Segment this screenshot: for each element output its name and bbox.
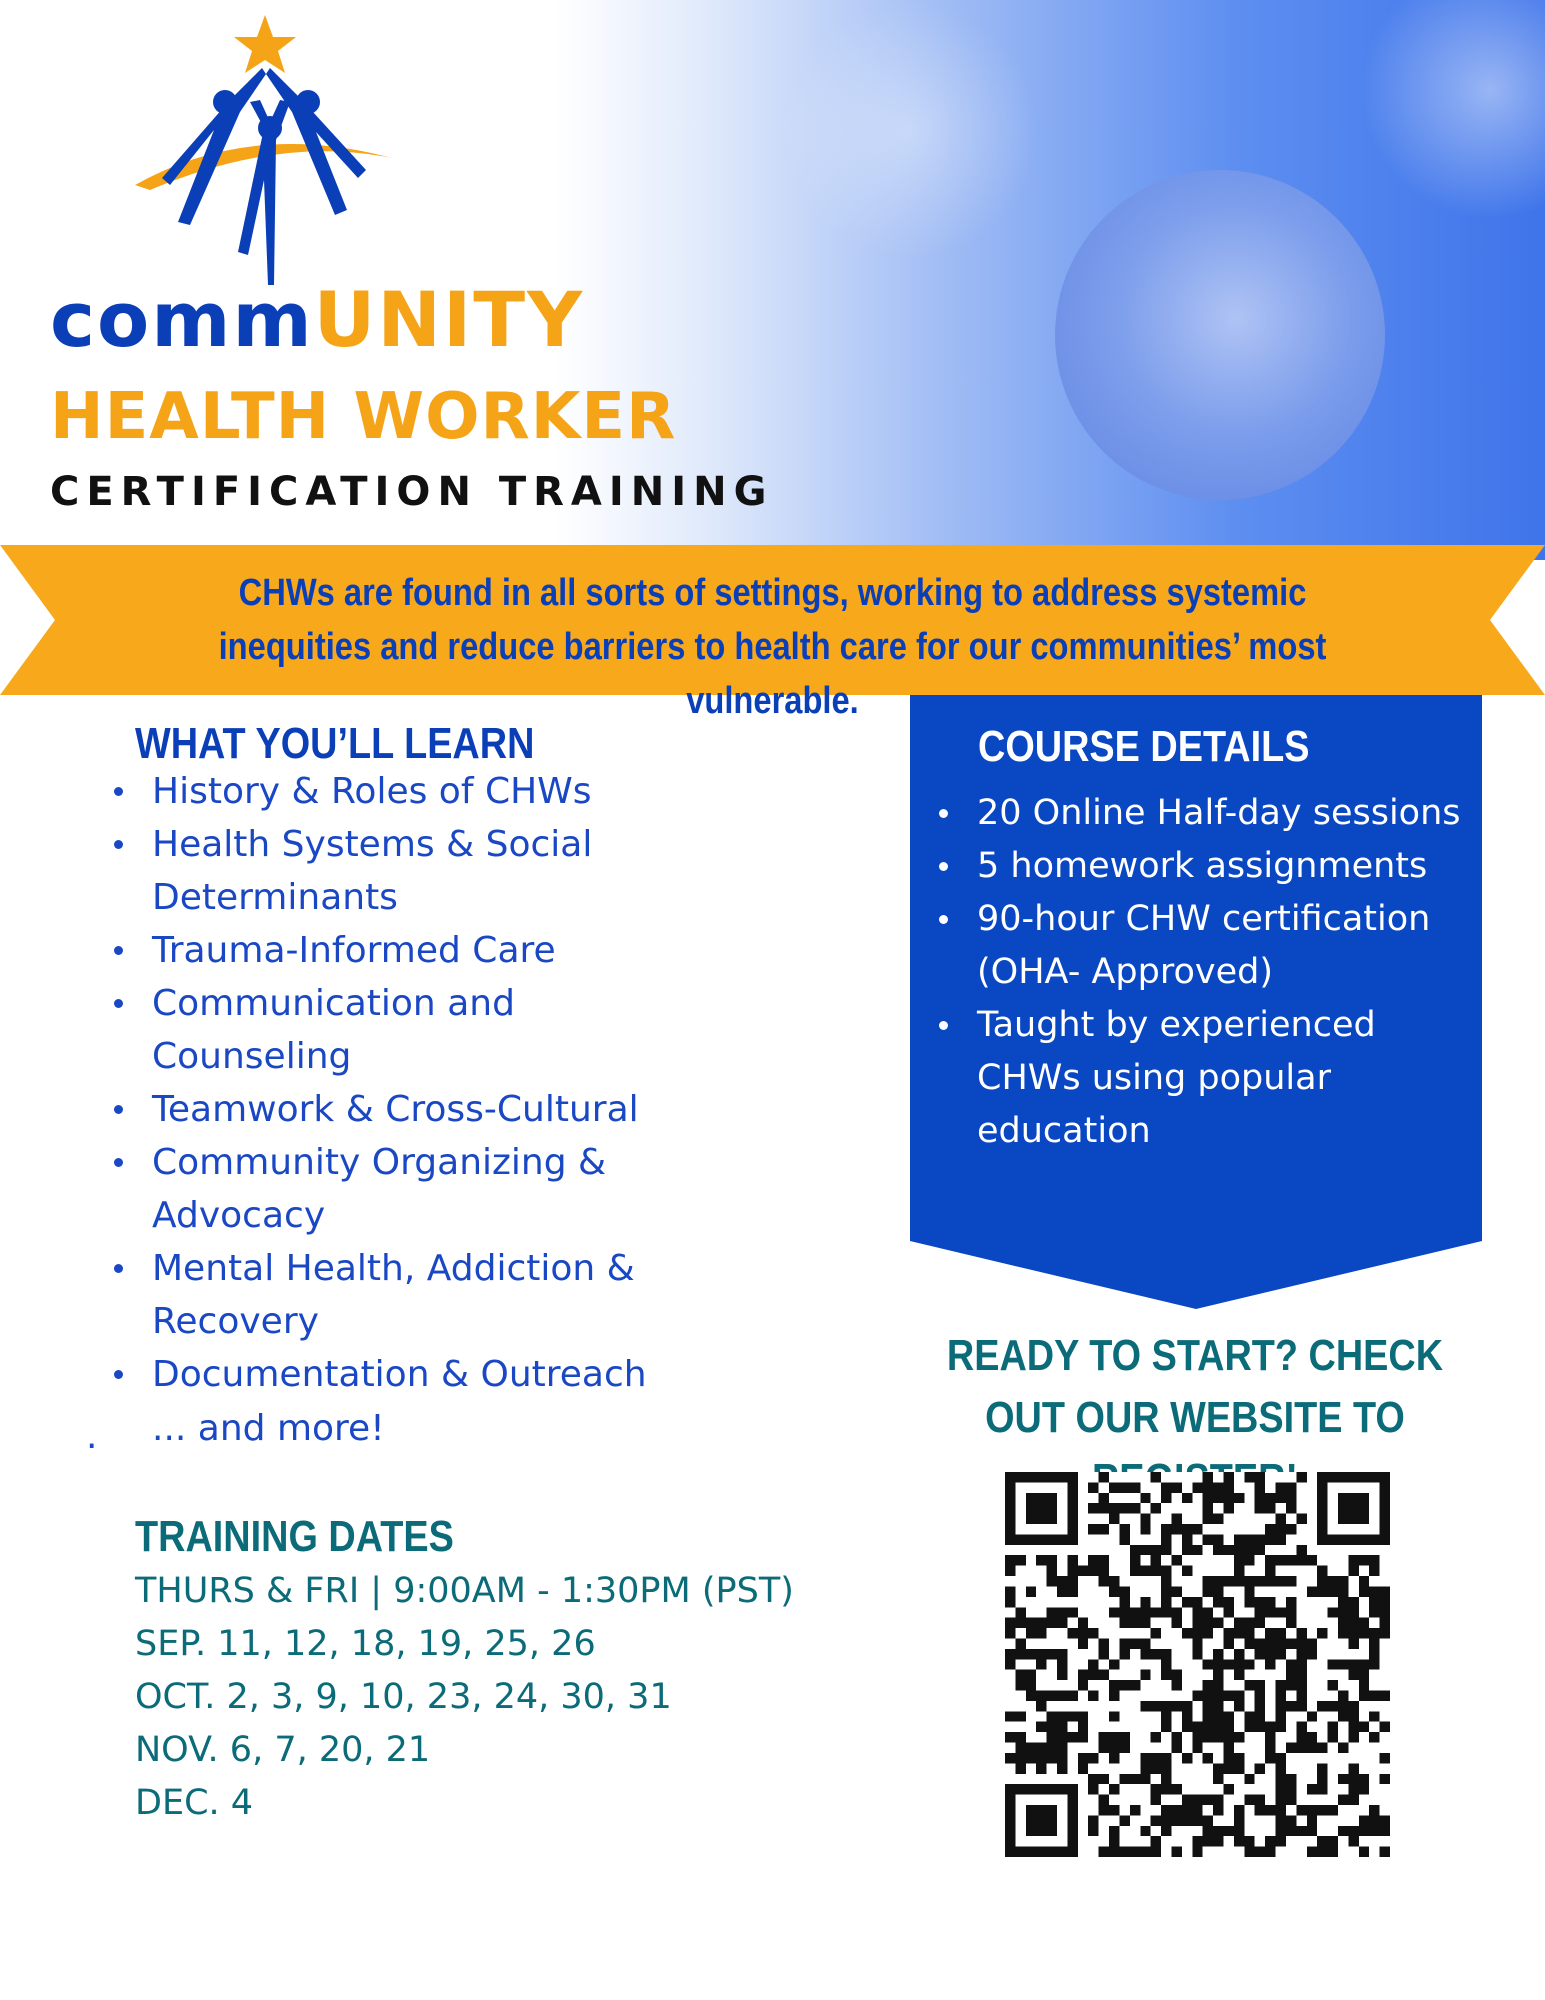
list-item: Community Organizing & Advocacy: [110, 1136, 670, 1242]
dates-sep: SEP. 11, 12, 18, 19, 25, 26: [135, 1624, 596, 1664]
list-item: 20 Online Half-day sessions: [935, 787, 1465, 840]
course-details-list: [935, 787, 1465, 1158]
title-health-worker: HEALTH WORKER: [50, 380, 677, 454]
list-item: Documentation & Outreach: [110, 1348, 670, 1401]
hero-photo-highlight: [780, 0, 1040, 260]
hero-photo-circle: [1055, 170, 1385, 500]
training-dates-heading: TRAINING DATES: [135, 1512, 454, 1561]
course-details-heading: COURSE DETAILS: [978, 722, 1310, 771]
ribbon-tagline: CHWs are found in all sorts of settings, working to address systemic inequities and reduce barriers to health care for our communities’ most vulnerable.: [218, 572, 1327, 722]
register-call-to-action: READY TO START? CHECK OUT OUR WEBSITE TO: [946, 1331, 1444, 1442]
more-bullet: .: [86, 1416, 98, 1457]
schedule-line: THURS & FRI | 9:00AM - 1:30PM (PST): [135, 1571, 794, 1611]
and-more-text: ... and more!: [152, 1408, 385, 1449]
training-dates-list: [135, 1565, 835, 1830]
title-part-comm: comm: [50, 275, 314, 364]
learn-list: [110, 765, 670, 1401]
list-item: Trauma-Informed Care: [110, 924, 670, 977]
community-logo-icon: [130, 10, 400, 285]
list-item: History & Roles of CHWs: [110, 765, 670, 818]
qr-code-icon[interactable]: [1005, 1472, 1390, 1857]
list-item: 90-hour CHW certification (OHA- Approved): [935, 893, 1465, 999]
dates-nov: NOV. 6, 7, 20, 21: [135, 1730, 431, 1770]
list-item: Mental Health, Addiction & Recovery: [110, 1242, 670, 1348]
learn-heading: WHAT YOU’LL LEARN: [135, 719, 535, 768]
list-item: 5 homework assignments: [935, 840, 1465, 893]
title-part-unity: UNITY: [313, 275, 585, 364]
list-item: Health Systems & Social Determinants: [110, 818, 670, 924]
title-certification-training: CERTIFICATION TRAINING: [50, 469, 774, 515]
title-community: [50, 275, 585, 364]
dates-oct: OCT. 2, 3, 9, 10, 23, 24, 30, 31: [135, 1677, 672, 1717]
dates-dec: DEC. 4: [135, 1783, 254, 1823]
list-item: Communication and Counseling: [110, 977, 670, 1083]
list-item: Taught by experienced CHWs using popular education: [935, 999, 1465, 1158]
list-item: Teamwork & Cross-Cultural: [110, 1083, 670, 1136]
